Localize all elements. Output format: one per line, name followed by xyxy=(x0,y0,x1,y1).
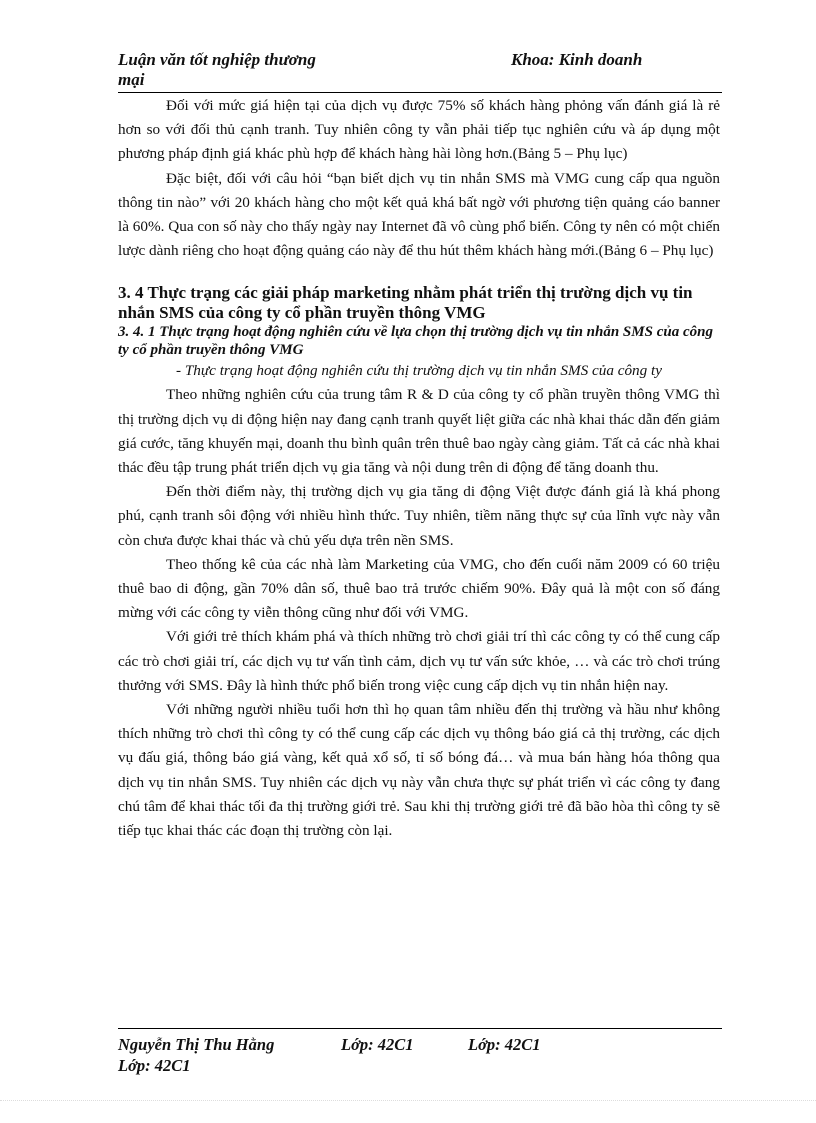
footer-author: Nguyễn Thị Thu Hằng xyxy=(118,1035,275,1054)
footer-divider xyxy=(118,1028,722,1029)
paragraph-rd-research: Theo những nghiên cứu của trung tâm R & D của công ty cổ phần truyền thông VMG thì thị trường dịch vụ di động hiện nay đang cạnh tranh quyết liệt giữa các nhà khai thác dẫn đến giảm giá cước, tăng khuyến mại, doanh thu bình quân trên thuê bao ngày càng giảm. Tất cả các nhà khai thác đều tập trung phát triển dịch vụ gia tăng và nội dung trên di động để tăng doanh thu. xyxy=(118,386,720,477)
paragraph-older-segment: Với những người nhiều tuổi hơn thì họ quan tâm nhiều đến thị trường và hầu như không thích những trò chơi thì công ty có thể cung cấp các dịch vụ thông báo giá cả thị trường, các dịch vụ đấu giá, thông báo giá vàng, kết quả xổ số, tỉ số bóng đá… và mua bán hàng hóa thông qua dịch vụ tin nhắn SMS. Tuy nhiên các dịch vụ này vẫn chưa thực sự phát triển vì các công ty đang chú tâm để khai thác tối đa thị trường giới trẻ. Sau khi thị trường giới trẻ đã bão hòa thì công ty sẽ tiếp tục khai thác các đoạn thị trường còn lại. xyxy=(118,701,720,840)
page-body xyxy=(118,94,720,843)
header-divider xyxy=(118,92,722,93)
footer-class-3: Lớp: 42C1 xyxy=(118,1056,191,1075)
footer-class-2: Lớp: 42C1 xyxy=(468,1035,541,1054)
header-thesis-title: Luận văn tốt nghiệp thương mại xyxy=(118,50,316,89)
paragraph-market-state: Đến thời điểm này, thị trường dịch vụ gia tăng di động Việt được đánh giá là khá phong phú, cạnh tranh sôi động với nhiều hình thức. Tuy nhiên, tiềm năng thực sự của lĩnh vực này vẫn còn chưa được khai thác và chủ yếu dựa trên nền SMS. xyxy=(118,483,720,549)
sub-item-heading: - Thực trạng hoạt động nghiên cứu thị trường dịch vụ tin nhắn SMS của công ty xyxy=(176,362,662,380)
paragraph-price-assessment: Đối với mức giá hiện tại của dịch vụ được 75% số khách hàng phỏng vấn đánh giá là rẻ hơn so với đối thủ cạnh tranh. Tuy nhiên công ty vẫn phải tiếp tục nghiên cứu và áp dụng một phương pháp định giá khác phù hợp để khách hàng hài lòng hơn.(Bảng 5 – Phụ lục) xyxy=(118,97,720,163)
subsection-heading: 3. 4. 1 Thực trạng hoạt động nghiên cứu về lựa chọn thị trường dịch vụ tin nhắn SMS của công ty cổ phần truyền thông VMG xyxy=(118,324,713,359)
footer-class-1: Lớp: 42C1 xyxy=(341,1035,414,1054)
header-faculty: Khoa: Kinh doanh xyxy=(511,50,643,69)
paragraph-statistics: Theo thống kê của các nhà làm Marketing của VMG, cho đến cuối năm 2009 có 60 triệu thuê bao di động, gần 70% dân số, thuê bao trả trước chiếm 90%. Đây quả là một con số đáng mừng với các công ty viễn thông cũng như đối với VMG. xyxy=(118,555,720,622)
page-edge xyxy=(0,1100,816,1101)
paragraph-youth-segment: Với giới trẻ thích khám phá và thích những trò chơi giải trí thì các công ty có thể cung cấp các trò chơi giải trí, các dịch vụ tư vấn tình cảm, dịch vụ tư vấn sức khỏe, … và các trò chơi trúng thưởng với SMS. Đây là hình thức phổ biến trong việc cung cấp dịch vụ tin nhắn hiện nay. xyxy=(118,628,720,694)
section-heading: 3. 4 Thực trạng các giải pháp marketing nhằm phát triển thị trường dịch vụ tin nhắn SMS của công ty cổ phần truyền thông VMG xyxy=(118,283,693,323)
paragraph-banner-survey: Đặc biệt, đối với câu hỏi “bạn biết dịch vụ tin nhắn SMS mà VMG cung cấp qua nguồn thông tin nào” với 20 khách hàng cho một kết quả khá bất ngờ với phương tiện quảng cáo banner là 60%. Qua con số này cho thấy ngày nay Internet đã vô cùng phổ biến. Công ty nên có một chiến lược dành riêng cho hoạt động quảng cáo này để thu hút thêm khách hàng mới.(Bảng 6 – Phụ lục) xyxy=(118,169,720,260)
